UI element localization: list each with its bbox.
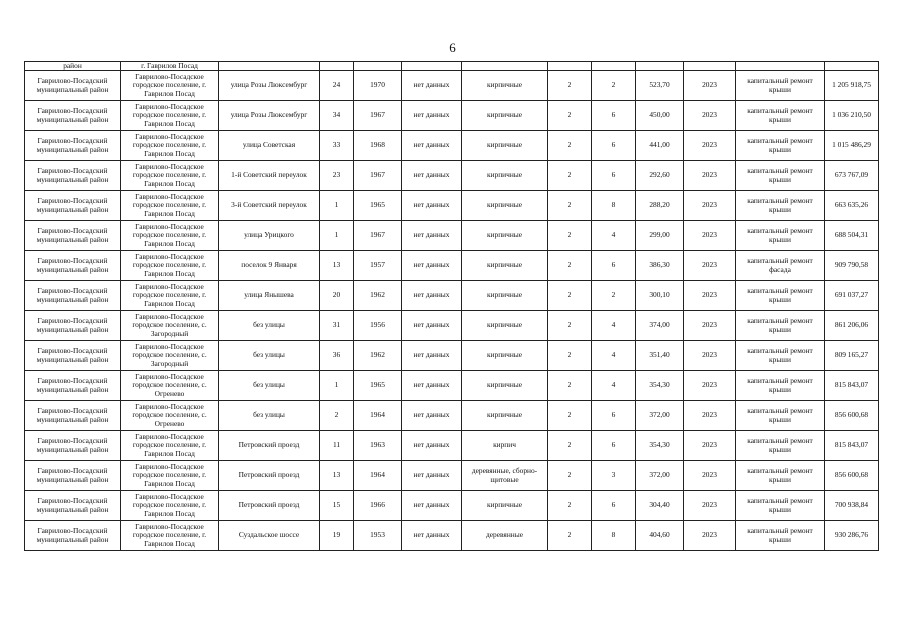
cell-cost: 1 036 210,50 [825,101,879,131]
cell-entrances [592,62,636,71]
cell-year-built: 1964 [354,461,402,491]
cell-settlement: Гаврилово-Посадское городское поселение, г. Гаврилов Посад [121,431,219,461]
cell-street: Петровский проезд [219,491,320,521]
cell-wall-material: кирпичные [462,101,548,131]
cell-settlement: Гаврилово-Посадское городское поселение, с. Загородный [121,311,219,341]
cell-district: Гаврилово-Посадский муниципальный район [25,101,121,131]
cell-street: Суздальское шоссе [219,521,320,551]
cell-wall-material: кирпичные [462,311,548,341]
cell-house-number: 2 [320,401,354,431]
table-body [25,62,879,551]
cell-storeys: 2 [548,101,592,131]
cell-work-type: капитальный ремонт крыши [736,461,825,491]
cell-year-reconstruction: нет данных [402,191,462,221]
cell-settlement: Гаврилово-Посадское городское поселение, г. Гаврилов Посад [121,491,219,521]
cell-storeys: 2 [548,131,592,161]
cell-house-number: 1 [320,221,354,251]
cell-year-built: 1964 [354,401,402,431]
cell-cost: 861 206,06 [825,311,879,341]
cell-settlement: Гаврилово-Посадское городское поселение, г. Гаврилов Посад [121,221,219,251]
cell-year-built [354,62,402,71]
cell-house-number: 36 [320,341,354,371]
table-row [25,401,879,431]
cell-year-reconstruction [402,62,462,71]
cell-area: 374,00 [636,311,684,341]
cell-district: Гаврилово-Посадский муниципальный район [25,311,121,341]
cell-year-reconstruction: нет данных [402,221,462,251]
cell-work-type: капитальный ремонт крыши [736,521,825,551]
cell-work-year: 2023 [684,71,736,101]
cell-work-type: капитальный ремонт крыши [736,131,825,161]
cell-work-year: 2023 [684,461,736,491]
cell-year-reconstruction: нет данных [402,461,462,491]
cell-year-built: 1953 [354,521,402,551]
cell-storeys: 2 [548,311,592,341]
cell-street: поселок 9 Января [219,251,320,281]
cell-year-reconstruction: нет данных [402,341,462,371]
cell-wall-material [462,62,548,71]
table-row [25,221,879,251]
cell-work-year: 2023 [684,491,736,521]
cell-street: улица Урицкого [219,221,320,251]
cell-year-reconstruction: нет данных [402,311,462,341]
cell-work-year: 2023 [684,251,736,281]
cell-storeys: 2 [548,161,592,191]
cell-settlement: Гаврилово-Посадское городское поселение, г. Гаврилов Посад [121,131,219,161]
cell-area: 299,00 [636,221,684,251]
table-row-continued [25,62,879,71]
cell-cost: 1 205 918,75 [825,71,879,101]
cell-area: 354,30 [636,371,684,401]
cell-storeys: 2 [548,521,592,551]
table-row [25,161,879,191]
cell-entrances: 4 [592,371,636,401]
cell-year-reconstruction: нет данных [402,71,462,101]
cell-work-type: капитальный ремонт крыши [736,161,825,191]
cell-settlement: Гаврилово-Посадское городское поселение, г. Гаврилов Посад [121,71,219,101]
cell-cost: 809 165,27 [825,341,879,371]
cell-wall-material: кирпич [462,431,548,461]
cell-cost: 856 600,68 [825,461,879,491]
cell-year-reconstruction: нет данных [402,161,462,191]
cell-house-number: 20 [320,281,354,311]
cell-entrances: 6 [592,401,636,431]
cell-year-reconstruction: нет данных [402,521,462,551]
table-row [25,191,879,221]
cell-work-year: 2023 [684,281,736,311]
cell-area: 300,10 [636,281,684,311]
cell-work-type: капитальный ремонт крыши [736,71,825,101]
table-row [25,71,879,101]
cell-work-year: 2023 [684,191,736,221]
cell-entrances: 8 [592,521,636,551]
cell-cost: 815 843,07 [825,371,879,401]
cell-street [219,62,320,71]
cell-storeys: 2 [548,221,592,251]
cell-entrances: 6 [592,131,636,161]
cell-area: 372,00 [636,401,684,431]
cell-cost: 909 790,58 [825,251,879,281]
cell-wall-material: кирпичные [462,491,548,521]
cell-settlement: Гаврилово-Посадское городское поселение, г. Гаврилов Посад [121,251,219,281]
cell-district: Гаврилово-Посадский муниципальный район [25,131,121,161]
cell-settlement: Гаврилово-Посадское городское поселение, г. Гаврилов Посад [121,191,219,221]
cell-year-built: 1966 [354,491,402,521]
cell-year-built: 1956 [354,311,402,341]
cell-area: 450,00 [636,101,684,131]
cell-work-year: 2023 [684,221,736,251]
cell-house-number: 15 [320,491,354,521]
cell-year-reconstruction: нет данных [402,281,462,311]
cell-settlement: Гаврилово-Посадское городское поселение, с. Огренево [121,401,219,431]
cell-cost: 1 015 486,29 [825,131,879,161]
cell-entrances: 8 [592,191,636,221]
cell-storeys: 2 [548,281,592,311]
cell-district: Гаврилово-Посадский муниципальный район [25,341,121,371]
cell-work-year: 2023 [684,161,736,191]
cell-settlement: Гаврилово-Посадское городское поселение, с. Огренево [121,371,219,401]
page-number: 6 [449,40,456,55]
table-row [25,281,879,311]
cell-year-reconstruction: нет данных [402,131,462,161]
cell-year-reconstruction: нет данных [402,491,462,521]
cell-work-type: капитальный ремонт крыши [736,221,825,251]
cell-entrances: 4 [592,341,636,371]
cell-street: без улицы [219,311,320,341]
cell-settlement: Гаврилово-Посадское городское поселение, г. Гаврилов Посад [121,101,219,131]
cell-area: 304,40 [636,491,684,521]
cell-wall-material: деревянные, сборно-щитовые [462,461,548,491]
cell-work-type: капитальный ремонт крыши [736,431,825,461]
cell-area: 523,70 [636,71,684,101]
cell-wall-material: деревянные [462,521,548,551]
cell-district: Гаврилово-Посадский муниципальный район [25,221,121,251]
cell-street: без улицы [219,401,320,431]
cell-storeys: 2 [548,491,592,521]
cell-settlement: Гаврилово-Посадское городское поселение, с. Загородный [121,341,219,371]
table-row [25,461,879,491]
cell-work-type: капитальный ремонт крыши [736,101,825,131]
cell-work-type [736,62,825,71]
cell-year-built: 1967 [354,221,402,251]
cell-entrances: 6 [592,251,636,281]
cell-storeys: 2 [548,461,592,491]
cell-wall-material: кирпичные [462,341,548,371]
cell-entrances: 6 [592,101,636,131]
cell-year-reconstruction: нет данных [402,371,462,401]
cell-entrances: 6 [592,431,636,461]
cell-entrances: 4 [592,221,636,251]
cell-entrances: 4 [592,311,636,341]
table-row [25,101,879,131]
cell-district: Гаврилово-Посадский муниципальный район [25,281,121,311]
cell-house-number: 13 [320,461,354,491]
cell-district: Гаврилово-Посадский муниципальный район [25,371,121,401]
cell-street: Петровский проезд [219,461,320,491]
cell-cost: 856 600,68 [825,401,879,431]
cell-wall-material: кирпичные [462,371,548,401]
cell-street: улица Розы Люксембург [219,71,320,101]
cell-entrances: 6 [592,161,636,191]
cell-street: улица Янышева [219,281,320,311]
cell-house-number: 1 [320,191,354,221]
cell-area: 351,40 [636,341,684,371]
table-row [25,251,879,281]
cell-work-type: капитальный ремонт крыши [736,401,825,431]
table-row [25,311,879,341]
cell-area: 404,60 [636,521,684,551]
cell-year-reconstruction: нет данных [402,251,462,281]
cell-area: 354,30 [636,431,684,461]
cell-work-type: капитальный ремонт крыши [736,371,825,401]
cell-year-built: 1963 [354,431,402,461]
cell-district: Гаврилово-Посадский муниципальный район [25,191,121,221]
cell-area: 372,00 [636,461,684,491]
cell-wall-material: кирпичные [462,191,548,221]
cell-wall-material: кирпичные [462,251,548,281]
cell-year-built: 1965 [354,191,402,221]
cell-settlement: Гаврилово-Посадское городское поселение, г. Гаврилов Посад [121,281,219,311]
cell-storeys [548,62,592,71]
cell-work-year: 2023 [684,431,736,461]
cell-work-type: капитальный ремонт крыши [736,491,825,521]
cell-entrances: 3 [592,461,636,491]
cell-year-built: 1965 [354,371,402,401]
cell-storeys: 2 [548,401,592,431]
cell-street: 1-й Советский переулок [219,161,320,191]
table-row [25,341,879,371]
cell-entrances: 2 [592,281,636,311]
cell-entrances: 6 [592,491,636,521]
cell-street: без улицы [219,371,320,401]
cell-house-number: 34 [320,101,354,131]
cell-year-built: 1962 [354,341,402,371]
cell-district: Гаврилово-Посадский муниципальный район [25,71,121,101]
cell-year-built: 1967 [354,101,402,131]
cell-cost: 691 037,27 [825,281,879,311]
cell-area: 292,60 [636,161,684,191]
cell-district: Гаврилово-Посадский муниципальный район [25,491,121,521]
cell-house-number: 23 [320,161,354,191]
cell-storeys: 2 [548,251,592,281]
cell-cost: 673 767,09 [825,161,879,191]
cell-year-built: 1970 [354,71,402,101]
cell-area: 386,30 [636,251,684,281]
cell-work-year: 2023 [684,101,736,131]
cell-storeys: 2 [548,431,592,461]
cell-district: Гаврилово-Посадский муниципальный район [25,161,121,191]
cell-work-type: капитальный ремонт крыши [736,311,825,341]
cell-storeys: 2 [548,341,592,371]
cell-house-number: 1 [320,371,354,401]
cell-work-year: 2023 [684,371,736,401]
cell-settlement: г. Гаврилов Посад [121,62,219,71]
table-row [25,131,879,161]
cell-work-type: капитальный ремонт крыши [736,281,825,311]
cell-year-built: 1968 [354,131,402,161]
cell-storeys: 2 [548,71,592,101]
cell-street: 3-й Советский переулок [219,191,320,221]
cell-cost: 688 504,31 [825,221,879,251]
cell-district: Гаврилово-Посадский муниципальный район [25,521,121,551]
cell-area: 288,20 [636,191,684,221]
cell-wall-material: кирпичные [462,401,548,431]
cell-year-built: 1957 [354,251,402,281]
cell-wall-material: кирпичные [462,281,548,311]
cell-house-number: 19 [320,521,354,551]
cell-wall-material: кирпичные [462,131,548,161]
cell-cost [825,62,879,71]
cell-house-number: 24 [320,71,354,101]
cell-work-year: 2023 [684,401,736,431]
cell-district: район [25,62,121,71]
cell-work-type: капитальный ремонт фасада [736,251,825,281]
cell-area: 441,00 [636,131,684,161]
cell-district: Гаврилово-Посадский муниципальный район [25,461,121,491]
cell-entrances: 2 [592,71,636,101]
cell-street: Петровский проезд [219,431,320,461]
cell-storeys: 2 [548,191,592,221]
cell-street: улица Советская [219,131,320,161]
cell-settlement: Гаврилово-Посадское городское поселение, г. Гаврилов Посад [121,521,219,551]
cell-year-reconstruction: нет данных [402,401,462,431]
cell-cost: 930 286,76 [825,521,879,551]
housing-register-table [24,61,879,551]
cell-work-year [684,62,736,71]
cell-wall-material: кирпичные [462,161,548,191]
table-row [25,431,879,461]
cell-cost: 815 843,07 [825,431,879,461]
cell-settlement: Гаврилово-Посадское городское поселение, г. Гаврилов Посад [121,161,219,191]
table-row [25,521,879,551]
cell-work-year: 2023 [684,311,736,341]
cell-work-type: капитальный ремонт крыши [736,341,825,371]
cell-wall-material: кирпичные [462,221,548,251]
cell-work-year: 2023 [684,131,736,161]
cell-wall-material: кирпичные [462,71,548,101]
cell-house-number: 33 [320,131,354,161]
cell-district: Гаврилово-Посадский муниципальный район [25,251,121,281]
cell-cost: 663 635,26 [825,191,879,221]
table-row [25,491,879,521]
cell-house-number: 11 [320,431,354,461]
cell-street: без улицы [219,341,320,371]
cell-street: улица Розы Люксембург [219,101,320,131]
cell-area [636,62,684,71]
cell-year-reconstruction: нет данных [402,431,462,461]
table-row [25,371,879,401]
cell-house-number: 13 [320,251,354,281]
cell-cost: 700 938,84 [825,491,879,521]
cell-house-number: 31 [320,311,354,341]
cell-year-built: 1962 [354,281,402,311]
cell-district: Гаврилово-Посадский муниципальный район [25,401,121,431]
cell-house-number [320,62,354,71]
cell-work-year: 2023 [684,521,736,551]
cell-settlement: Гаврилово-Посадское городское поселение, г. Гаврилов Посад [121,461,219,491]
cell-work-type: капитальный ремонт крыши [736,191,825,221]
cell-year-built: 1967 [354,161,402,191]
cell-district: Гаврилово-Посадский муниципальный район [25,431,121,461]
cell-year-reconstruction: нет данных [402,101,462,131]
cell-storeys: 2 [548,371,592,401]
cell-work-year: 2023 [684,341,736,371]
